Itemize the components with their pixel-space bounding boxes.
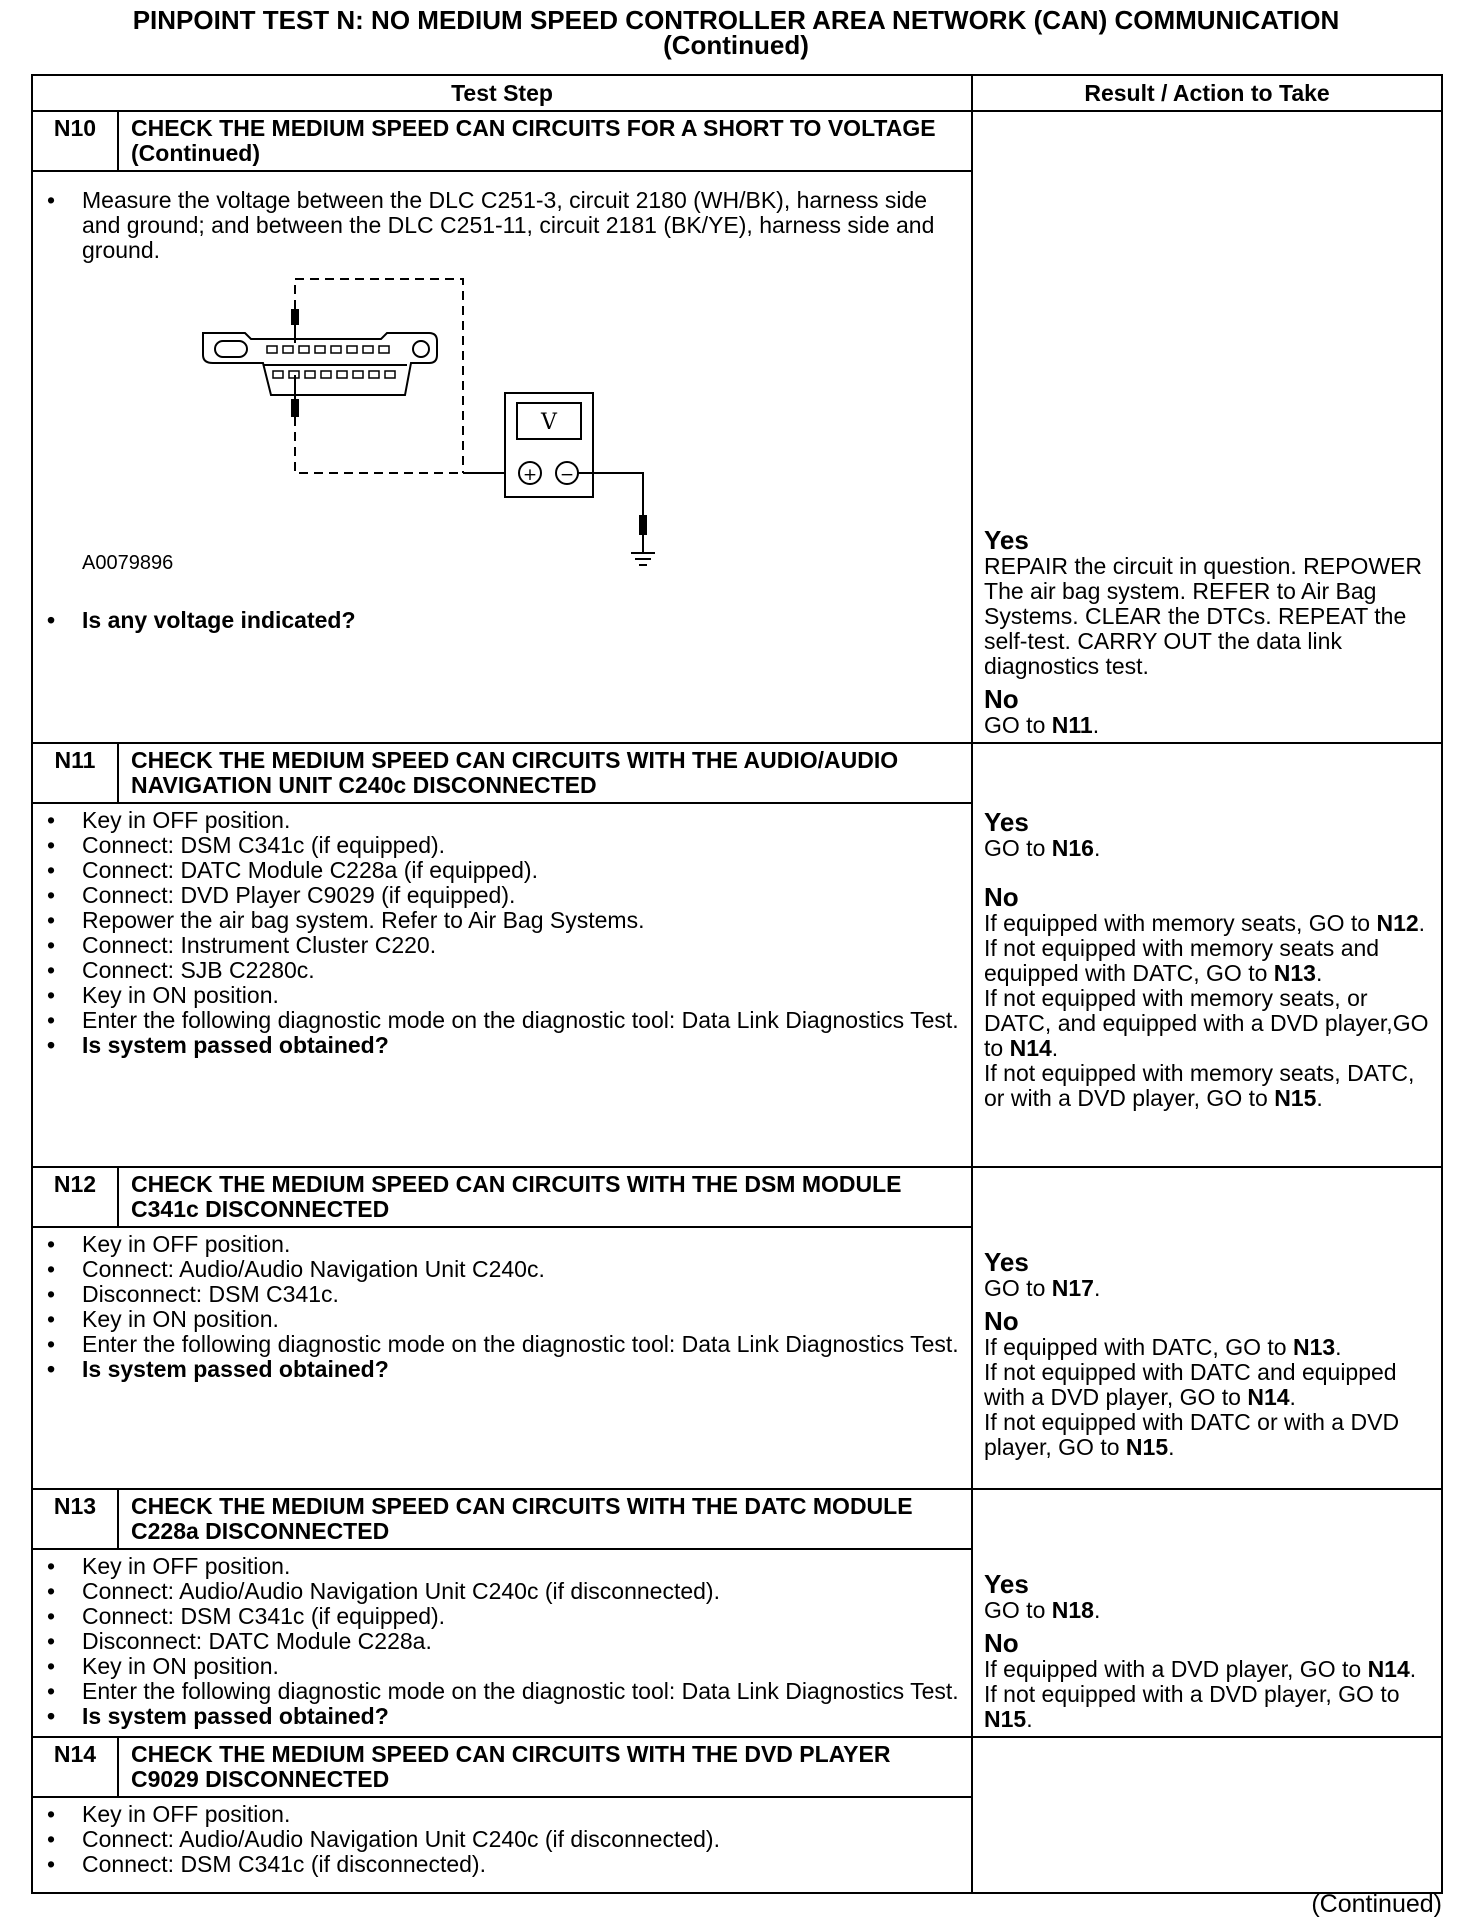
no-text: [984, 713, 1433, 738]
no-line-post: .: [1418, 910, 1426, 936]
no-line-post: .: [1026, 1706, 1033, 1732]
step-n12-result: [972, 1167, 1442, 1489]
list-item: • Connect: Audio/Audio Navigation Unit C240c.: [45, 1257, 961, 1282]
yes-text: REPAIR the circuit in question. REPOWER The air bag system. REFER to Air Bag Systems. CLEAR the DTCs. REPEAT the self-test. CARRY OUT the data link diagnostics test.: [984, 553, 1423, 679]
step-heading: CHECK THE MEDIUM SPEED CAN CIRCUITS FOR A SHORT TO VOLTAGE (Continued): [118, 111, 972, 171]
list-item: • Disconnect: DATC Module C228a.: [45, 1629, 961, 1654]
list-item: • Connect: DATC Module C228a (if equipped).: [45, 858, 961, 883]
title-line-2: (Continued): [663, 30, 809, 60]
step-list: [45, 1554, 961, 1704]
col-header-test-step: Test Step: [32, 75, 972, 111]
step-heading: CHECK THE MEDIUM SPEED CAN CIRCUITS WITH THE AUDIO/AUDIO NAVIGATION UNIT C240c DISCONNECTED: [118, 743, 972, 803]
step-n10-header-row: [32, 111, 1442, 171]
no-line-post: .: [1335, 1334, 1342, 1360]
list-item: • Key in ON position.: [45, 1307, 961, 1332]
pinpoint-test-table: [31, 74, 1443, 1894]
list-item: • Measure the voltage between the DLC C251-3, circuit 2180 (WH/BK), harness side and ground; and between the DLC C251-11, circuit 2181 (BK/YE), harness side and ground.: [45, 188, 961, 263]
goto-target: N15: [984, 1706, 1027, 1732]
list-item: • Key in OFF position.: [45, 1554, 961, 1579]
no-text: [984, 1657, 1433, 1732]
list-item: • Connect: Audio/Audio Navigation Unit C240c (if disconnected).: [45, 1827, 961, 1852]
yes-label: Yes: [984, 807, 1029, 837]
no-line-post: .: [1289, 1384, 1296, 1410]
continued-footer: (Continued): [1311, 1890, 1442, 1918]
no-line: [984, 1360, 1433, 1410]
yes-label: Yes: [984, 1247, 1029, 1277]
no-line-post: .: [1316, 1085, 1323, 1111]
no-line-post: .: [1409, 1656, 1417, 1682]
yes-text-pre: GO to: [984, 1597, 1052, 1623]
no-line-text: If not equipped with a DVD player, GO to: [984, 1681, 1400, 1707]
goto-target: N15: [1125, 1434, 1169, 1460]
step-heading: CHECK THE MEDIUM SPEED CAN CIRCUITS WITH THE DATC MODULE C228a DISCONNECTED: [118, 1489, 972, 1549]
step-id: N11: [32, 743, 118, 803]
mount-slot-left: [215, 341, 247, 357]
no-line-text: If not equipped with memory seats and equipped with DATC, GO to: [984, 935, 1380, 986]
step-n14-body: [32, 1797, 972, 1893]
minus-sign: −: [559, 465, 575, 485]
no-line-text: If not equipped with DATC and equipped with a DVD player, GO to: [984, 1359, 1397, 1410]
step-n11-result: [972, 743, 1442, 1167]
no-text-post: .: [1092, 712, 1100, 738]
no-line: [984, 1657, 1433, 1682]
step-list: [45, 808, 961, 1033]
step-id: N14: [32, 1737, 118, 1797]
step-n12-body: [32, 1227, 972, 1489]
yes-text: GO to N16.: [984, 835, 1101, 861]
step-list: [45, 188, 961, 263]
yes-text: GO to N17.: [984, 1275, 1101, 1301]
step-n11-body: [32, 803, 972, 1167]
list-item: • Key in OFF position.: [45, 808, 961, 833]
list-item: • Connect: Audio/Audio Navigation Unit C240c (if disconnected).: [45, 1579, 961, 1604]
no-line: [984, 911, 1433, 936]
plus-sign: +: [522, 465, 538, 485]
step-heading: CHECK THE MEDIUM SPEED CAN CIRCUITS WITH THE DSM MODULE C341c DISCONNECTED: [118, 1167, 972, 1227]
probe-top: [291, 309, 299, 343]
goto-target: N12: [1376, 910, 1419, 936]
no-line: [984, 1335, 1433, 1360]
no-text: [984, 911, 1433, 1111]
step-n13-body: [32, 1549, 972, 1737]
step-n11-header-row: [32, 743, 1442, 803]
no-line-text: If equipped with a DVD player, GO to: [984, 1656, 1368, 1682]
step-question-list: [45, 1704, 961, 1729]
step-question: • Is system passed obtained?: [45, 1704, 961, 1729]
table-header-row: [32, 75, 1442, 111]
no-label: No: [984, 1628, 1019, 1658]
no-line-text: If not equipped with DATC or with a DVD player, GO to: [984, 1409, 1400, 1460]
step-n12-header-row: [32, 1167, 1442, 1227]
list-item: • Connect: DVD Player C9029 (if equipped).: [45, 883, 961, 908]
goto-target: N14: [1247, 1384, 1290, 1410]
yes-label: Yes: [984, 1569, 1029, 1599]
no-line: [984, 936, 1433, 986]
step-list: [45, 1232, 961, 1357]
goto-target: N13: [1292, 1334, 1336, 1360]
yes-label: Yes: [984, 525, 1029, 555]
no-line-text: If not equipped with memory seats, or DATC, and equipped with a DVD player,GO to: [984, 985, 1429, 1061]
yes-text-pre: GO to: [984, 1275, 1052, 1301]
goto-target: N14: [1367, 1656, 1410, 1682]
step-n10-result: [972, 111, 1442, 743]
goto-target: N17: [1051, 1275, 1094, 1301]
page-title: [0, 5, 1472, 60]
list-item: • Key in OFF position.: [45, 1802, 961, 1827]
goto-target: N15: [1274, 1085, 1317, 1111]
step-list: [45, 1802, 961, 1877]
no-label: No: [984, 684, 1019, 714]
no-text: [984, 1335, 1433, 1460]
list-item: • Connect: DSM C341c (if equipped).: [45, 1604, 961, 1629]
no-line-text: If not equipped with memory seats, DATC, or with a DVD player, GO to: [984, 1060, 1415, 1111]
step-question: • Is system passed obtained?: [45, 1033, 961, 1058]
list-item: • Connect: SJB C2280c.: [45, 958, 961, 983]
mount-hole-right: [413, 341, 429, 357]
step-id: N13: [32, 1489, 118, 1549]
goto-target: N14: [1009, 1035, 1052, 1061]
list-item: • Disconnect: DSM C341c.: [45, 1282, 961, 1307]
step-question-list: [45, 608, 961, 633]
list-item: • Key in ON position.: [45, 1654, 961, 1679]
ground-probe: [639, 515, 647, 535]
list-item: • Connect: DSM C341c (if disconnected).: [45, 1852, 961, 1877]
list-item: • Key in ON position.: [45, 983, 961, 1008]
list-item: • Repower the air bag system. Refer to Air Bag Systems.: [45, 908, 961, 933]
step-question-list: [45, 1033, 961, 1058]
no-line: [984, 986, 1433, 1061]
no-line-post: .: [1315, 960, 1323, 986]
step-question: • Is system passed obtained?: [45, 1357, 961, 1382]
title-line-1: PINPOINT TEST N: NO MEDIUM SPEED CONTROLLER AREA NETWORK (CAN) COMMUNICATION: [132, 5, 1340, 35]
col-header-result: Result / Action to Take: [972, 75, 1442, 111]
step-n10-body: [32, 171, 972, 743]
no-line-post: .: [1168, 1434, 1175, 1460]
no-text-pre: GO to: [984, 712, 1052, 738]
no-label: No: [984, 882, 1019, 912]
step-n14-result: [972, 1737, 1442, 1893]
list-item: • Connect: DSM C341c (if equipped).: [45, 833, 961, 858]
list-item: • Connect: Instrument Cluster C220.: [45, 933, 961, 958]
meter-label: V: [541, 410, 557, 435]
step-question-list: [45, 1357, 961, 1382]
goto-target: N18: [1051, 1597, 1094, 1623]
list-item: • Enter the following diagnostic mode on the diagnostic tool: Data Link Diagnostics Test.: [45, 1332, 961, 1357]
step-n13-result: [972, 1489, 1442, 1737]
step-question: • Is any voltage indicated?: [45, 608, 961, 633]
no-line: [984, 1061, 1433, 1111]
step-n13-header-row: [32, 1489, 1442, 1549]
yes-text: GO to N18.: [984, 1597, 1101, 1623]
figure-id: A0079896: [82, 552, 174, 574]
goto-target: N13: [1273, 960, 1316, 986]
no-line-post: .: [1051, 1035, 1059, 1061]
step-id: N12: [32, 1167, 118, 1227]
no-line-text: If equipped with memory seats, GO to: [984, 910, 1377, 936]
list-item: • Enter the following diagnostic mode on the diagnostic tool: Data Link Diagnostics Test.: [45, 1679, 961, 1704]
yes-text-pre: GO to: [984, 835, 1052, 861]
step-id: N10: [32, 111, 118, 171]
no-line: [984, 1682, 1433, 1732]
dlc-voltage-diagram: [185, 275, 745, 575]
list-item: • Key in OFF position.: [45, 1232, 961, 1257]
no-line-text: If equipped with DATC, GO to: [984, 1334, 1293, 1360]
no-line: [984, 1410, 1433, 1460]
step-heading: CHECK THE MEDIUM SPEED CAN CIRCUITS WITH THE DVD PLAYER C9029 DISCONNECTED: [118, 1737, 972, 1797]
list-item: • Enter the following diagnostic mode on the diagnostic tool: Data Link Diagnostics Test.: [45, 1008, 961, 1033]
goto-target: N11: [1051, 712, 1093, 738]
no-label: No: [984, 1306, 1019, 1336]
goto-target: N16: [1051, 835, 1094, 861]
step-n14-header-row: [32, 1737, 1442, 1797]
